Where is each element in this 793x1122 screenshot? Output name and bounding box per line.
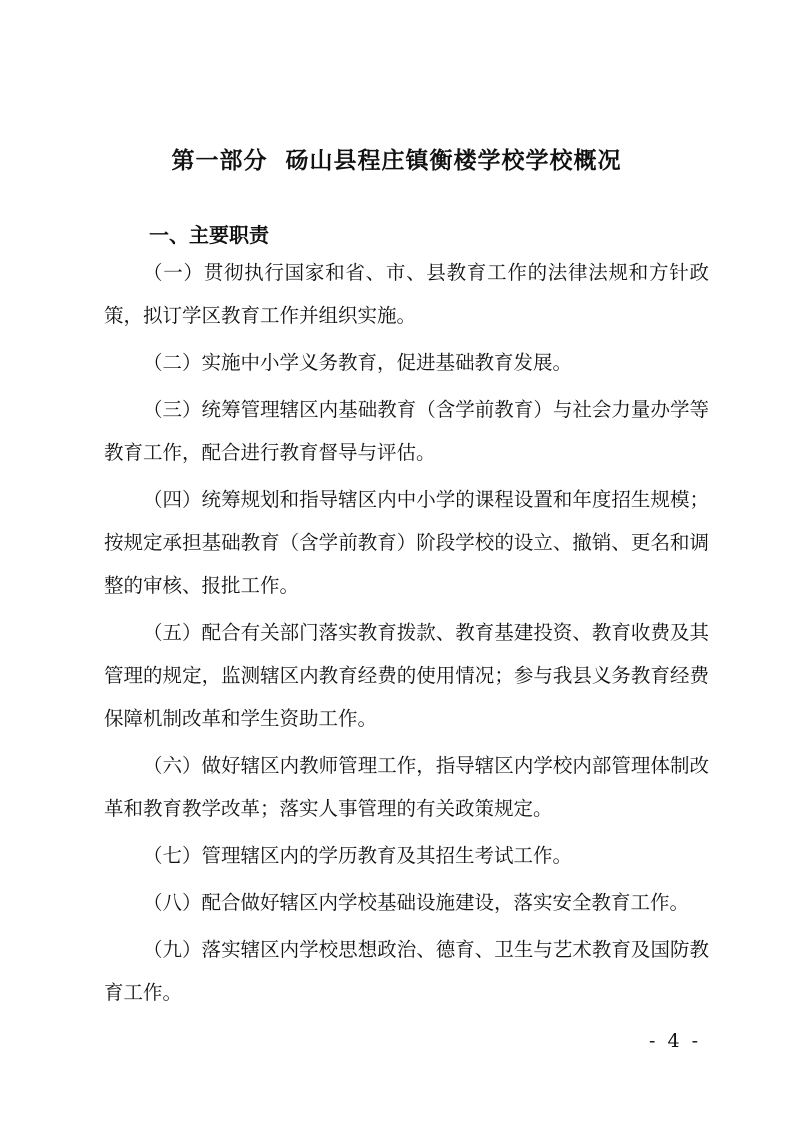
paragraph-5: （五）配合有关部门落实教育拨款、教育基建投资、教育收费及其管理的规定，监测辖区内教育经费的使用情况；参与我县义务教育经费保障机制改革和学生资助工作。 <box>104 621 709 730</box>
section-heading: 一、主要职责 <box>149 223 269 247</box>
paragraph-8: （八）配合做好辖区内学校基础设施建设，落实安全教育工作。 <box>143 891 690 914</box>
paragraph-9: （九）落实辖区内学校思想政治、德育、卫生与艺术教育及国防教育工作。 <box>104 938 709 1004</box>
paragraph-1: （一）贯彻执行国家和省、市、县教育工作的法律法规和方针政策，拟订学区教育工作并组织实施。 <box>104 261 709 327</box>
page-title: 第一部分 砀山县程庄镇衡楼学校学校概况 <box>171 148 622 174</box>
paragraph-4: （四）统筹规划和指导辖区内中小学的课程设置和年度招生规模；按规定承担基础教育（含学前教育）阶段学校的设立、撤销、更名和调整的审核、报批工作。 <box>104 488 709 597</box>
paragraph-6: （六）做好辖区内教师管理工作，指导辖区内学校内部管理体制改革和教育教学改革；落实人事管理的有关政策规定。 <box>104 754 709 820</box>
body-text <box>104 251 709 1014</box>
paragraph-7: （七）管理辖区内的学历教育及其招生考试工作。 <box>143 844 573 867</box>
paragraph-3: （三）统筹管理辖区内基础教育（含学前教育）与社会力量办学等教育工作，配合进行教育督导与评估。 <box>104 398 709 464</box>
paragraph-2: （二）实施中小学义务教育，促进基础教育发展。 <box>143 351 573 374</box>
page-number: - 4 - <box>648 1030 701 1052</box>
